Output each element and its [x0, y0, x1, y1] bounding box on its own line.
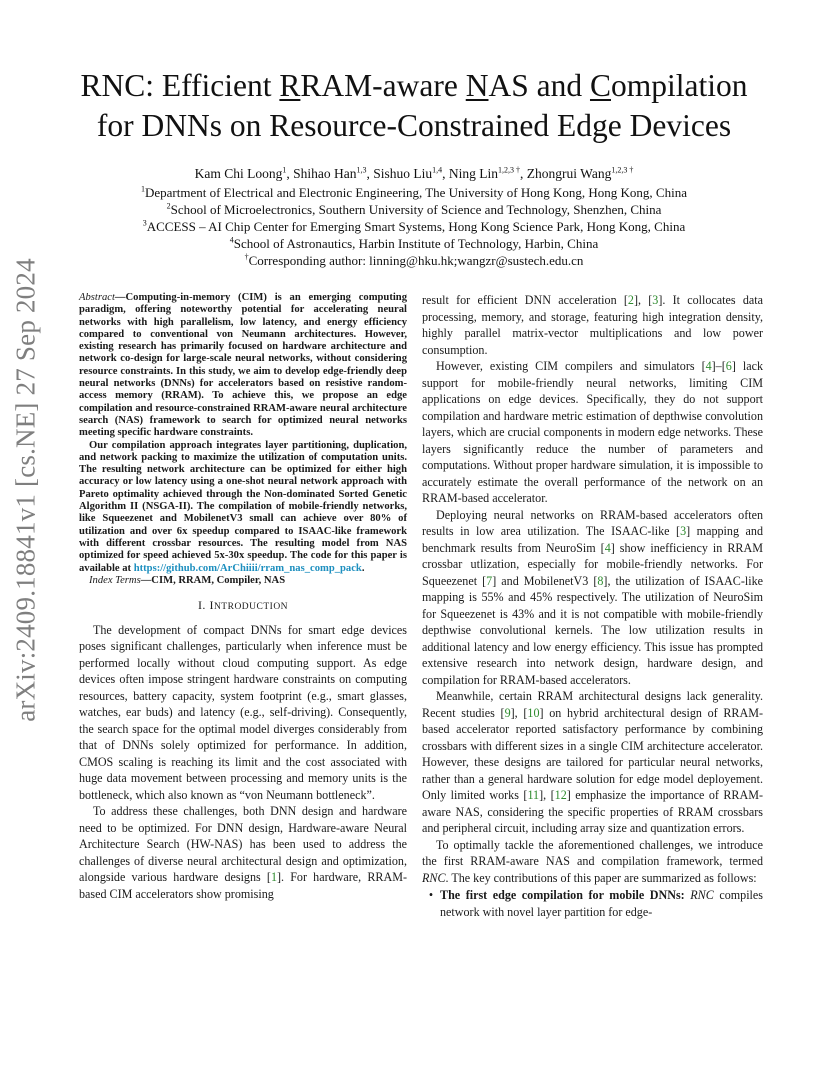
citation-link[interactable]: 9	[504, 705, 511, 720]
left-column	[79, 292, 407, 902]
section-heading-introduction: I. INTRODUCTION	[197, 598, 289, 613]
index-terms: Index Terms—CIM, RRAM, Compiler, NAS	[89, 574, 286, 586]
citation-link[interactable]: 2	[627, 293, 634, 307]
affiliation-4: $^4$School of Astronautics, Harbin Institute of Technology, Harbin, China	[229, 235, 599, 251]
abstract-paragraph-1: Abstract—Computing-in-memory (CIM) is an emerging computing paradigm, offering noteworthy potential for accelerating neural networks with high parallelism, low latency, and energy efficiency compared to conventional von Neumann architectures. However, existing research has primarily focused on hardware architecture and network co-design for large-scale neural networks, without considering resource constraints. In this study, we aim to develop edge-friendly deep neural networks (DNNs) for accelerators based on resistive random-access memory (RRAM). To achieve this, we propose an edge compilation and resource-constrained RRAM-aware neural architecture search (NAS) framework to search for optimized neural networks meeting specific hardware constraints.	[79, 292, 407, 439]
author-list: Kam Chi Loong$^1$, Shihao Han$^{1,3}$, Sishuo Liu$^{1,4}$, Ning Lin$^{1,2,3 \dagger}$, Zhongrui Wang$^{1,2,3 \dagger}$	[194, 165, 634, 181]
abstract	[79, 292, 407, 587]
title-line-2: for DNNs on Resource-Constrained Edge Devices	[96, 108, 732, 143]
title-line-1: RNC: Efficient RRAM-aware NAS and Compilation	[80, 68, 748, 103]
right-paragraph-4: Meanwhile, certain RRAM architectural designs lack generality. Recent studies [9], [10] on hybrid architectural design of RRAM-based accelerator reported satisfactory performance by combining crossbars with different sizes in a single CIM architecture accelerator. However, these designs are tailored for particular neural networks, rather than a general hardware solution for edge model deployement. Only limited works [11], [12] emphasize the importance of RRAM-aware NAS, considering the specific properties of RRAM crossbars and peripheral circuit, including array size and quantization errors.	[422, 689, 764, 835]
right-column	[422, 292, 763, 920]
citation-link[interactable]: 3	[652, 293, 659, 307]
citation-link[interactable]: 8	[597, 573, 604, 588]
abstract-paragraph-2: Our compilation approach integrates layer partitioning, duplication, and network packing to maximize the utilization of computation units. The resulting network architecture can be optimized for either high accuracy or low latency using a one-shot neural network approach with Pareto optimality achieved through the Non-dominated Sorted Genetic Algorithm II (NSGA-II). The compilation of mobile-friendly networks, like Squeezenet and MobilenetV3 small can achieve over 80% of utilization and over 6x speedup compared to ISAAC-like framework with different crossbar resources. The resulting model from NAS optimized for speed achieved 5x-30x speedup. The code for this paper is available at https://github.com/ArChiiii/rram_nas_comp_pack.	[79, 439, 407, 574]
citation-link[interactable]: 1	[270, 870, 277, 885]
citation-link[interactable]: 11	[527, 788, 540, 802]
abstract-label: Abstract	[79, 292, 115, 303]
paper-title	[40, 66, 788, 146]
citation-link[interactable]: 4	[604, 540, 611, 555]
intro-paragraph-1: The development of compact DNNs for smart edge devices poses significant challenges, particularly when inference must be performed locally without cloud computing support. As edge devices often impose stringent hardware constraints on computing resources, battery capacity, system footprint (e.g., smart glasses, watches, ear buds) and latency (e.g., self-driving). Consequently, the search space for the optimal model diverges considerably from that of DNNs solely optimized for performance. In addition, CMOS scaling is reaching its limit and the cost associated with huge data movement between processing and memory units is the bottleneck, which also known as “von Neumann bottleneck”.	[79, 622, 407, 802]
affiliation-1: $^1$Department of Electrical and Electronic Engineering, The University of Hong Kong, Hong Kong, China	[140, 184, 687, 200]
right-paragraph-1: result for efficient DNN acceleration [2], [3]. It collocates data processing, memory, and storage, featuring high integration density, highly parallel matrix-vector multiplications and low power consumption.	[422, 293, 763, 357]
arxiv-stamp	[4, 258, 48, 722]
contribution-bullet: • The first edge compilation for mobile DNNs: RNC compiles network with novel layer partition for edge-	[422, 887, 763, 920]
affiliation-3: $^3$ACCESS – AI Chip Center for Emerging Smart Systems, Hong Kong Science Park, Hong Kong, China	[142, 218, 686, 234]
citation-link[interactable]: 3	[680, 524, 687, 538]
citation-link[interactable]: 4	[705, 359, 712, 373]
right-paragraph-2: However, existing CIM compilers and simulators [4]–[6] lack support for mobile-friendly neural networks, limiting CIM applications on edge devices. Specifically, they do not support compilation and hardware metric estimation of depthwise convolution layers, which are crucial components in modern edge networks. These layers significantly reduce the number of parameters and computations. Without proper hardware simulation, it is impossible to accurately estimate the overall performance of the network on an RRAM-based accelerator.	[422, 359, 763, 505]
right-paragraph-5: To optimally tackle the aforementioned challenges, we introduce the first RRAM-aware NAS and compilation framework, termed RNC. The key contributions of this paper are summarized as follows:	[422, 837, 763, 885]
arxiv-stamp-text: arXiv:2409.18841v1 [cs.NE] 27 Sep 2024	[10, 258, 41, 722]
citation-link[interactable]: 7	[486, 573, 493, 588]
corresponding-author: †Corresponding author: linning@hku.hk;wangzr@sustech.edu.cn	[244, 252, 584, 268]
citation-link[interactable]: 12	[554, 788, 567, 802]
intro-paragraph-2: To address these challenges, both DNN design and hardware need to be optimized. For DNN design, Hardware-aware Neural Architecture Search (HW-NAS) has been used to address the challenges of diverse neural architectural design and optimization, alongside various hardware designs [1]. For hardware, RRAM-based CIM accelerators show promising	[79, 804, 408, 901]
affiliation-2: $^2$School of Microelectronics, Southern University of Science and Technology, Shenzhen, China	[166, 201, 662, 217]
citation-link[interactable]: 6	[725, 359, 732, 373]
code-link[interactable]: https://github.com/ArChiiii/rram_nas_comp_pack	[133, 562, 362, 574]
citation-link[interactable]: 10	[527, 705, 540, 720]
author-block	[60, 164, 768, 269]
bullet-dot-icon: •	[428, 888, 434, 902]
right-paragraph-3: Deploying neural networks on RRAM-based accelerators often results in low area utilization. The ISAAC-like [3] mapping and benchmark results from NeuroSim [4] show inefficiency in RRAM crossbar utlization, especially for mobile-friendly networks. For Squeezenet [7] and MobilenetV3 [8], the utilization of ISAAC-like mapping is 55% and 45% respectively. The utilization of NeuroSim for Squeezenet is 43% and it is not compatible with mobile-friendly depthwise convolutional kernels. The low utilization results in additional latency and low energy efficiency. This issue has prompted extensive research into network design, hardware design, and compilation for RRAM-based accelerators.	[422, 507, 764, 687]
